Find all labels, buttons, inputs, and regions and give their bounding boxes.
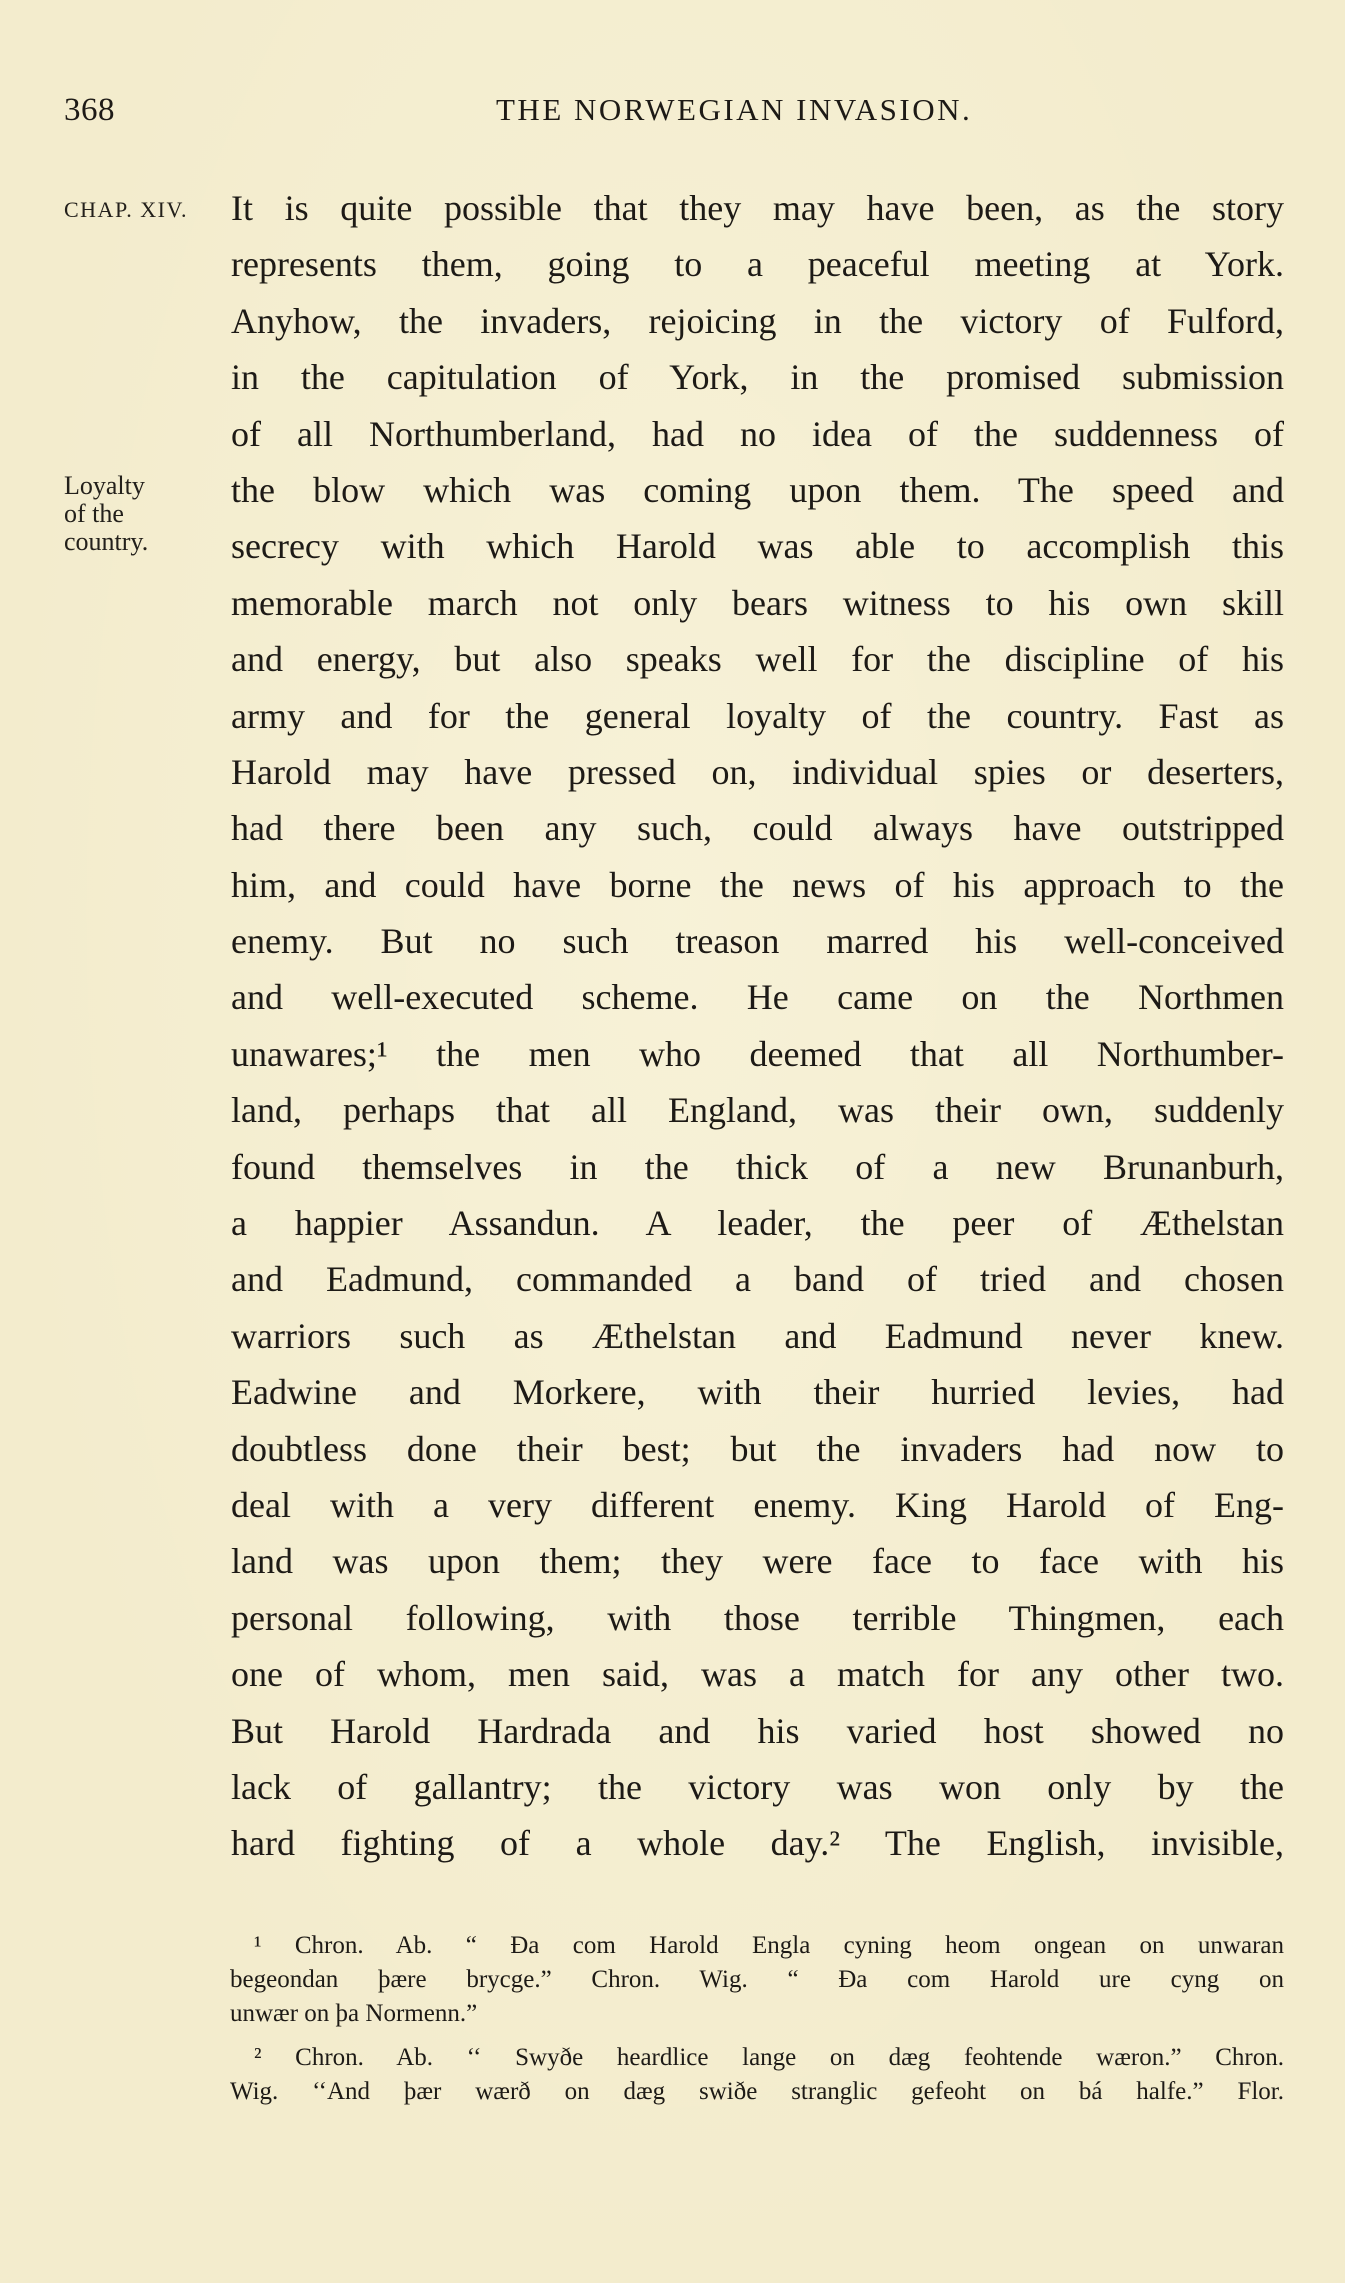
- sidenote-line: of the: [64, 499, 124, 528]
- text-line: hard fighting of a whole day.² The English, invisible,: [231, 1823, 1284, 1864]
- text-line: enemy. But no such treason marred his well-conceived: [231, 921, 1284, 962]
- footnote-line: ² Chron. Ab. ‘‘ Swyðe heardlice lange on dæg feohtende wæron.” Chron.: [254, 2044, 1284, 2071]
- text-line: and energy, but also speaks well for the discipline of his: [231, 639, 1284, 680]
- text-line: had there been any such, could always have outstripped: [231, 808, 1284, 849]
- text-line: lack of gallantry; the victory was won only by the: [231, 1766, 1284, 1807]
- text-line: land, perhaps that all England, was their own, suddenly: [231, 1090, 1284, 1131]
- text-line: deal with a very different enemy. King Harold of Eng-: [231, 1484, 1284, 1525]
- text-line: Anyhow, the invaders, rejoicing in the victory of Fulford,: [231, 300, 1284, 341]
- text-line: of all Northumberland, had no idea of the suddenness of: [231, 413, 1284, 454]
- text-line: It is quite possible that they may have been, as the story: [231, 188, 1284, 228]
- text-line: and well-executed scheme. He came on the Northmen: [231, 977, 1284, 1018]
- text-line: found themselves in the thick of a new Brunanburh,: [231, 1146, 1284, 1187]
- sidenote-line: Loyalty: [64, 471, 145, 500]
- text-line: land was upon them; they were face to face with his: [231, 1541, 1284, 1582]
- text-line: him, and could have borne the news of his approach to the: [231, 864, 1284, 905]
- text-line: a happier Assandun. A leader, the peer of Æthelstan: [231, 1203, 1284, 1244]
- text-line: But Harold Hardrada and his varied host showed no: [231, 1710, 1284, 1751]
- running-title: THE NORWEGIAN INVASION.: [496, 92, 973, 127]
- text-line: unawares;¹ the men who deemed that all Northumber-: [231, 1033, 1284, 1074]
- text-line: the blow which was coming upon them. The speed and: [231, 469, 1284, 510]
- running-head: [64, 92, 1284, 142]
- loyalty-sidenote: [64, 472, 148, 556]
- footnote-line: ¹ Chron. Ab. “ Ða com Harold Engla cyning heom ongean on unwaran: [254, 1932, 1284, 1959]
- text-line: Harold may have pressed on, individual spies or deserters,: [231, 751, 1284, 792]
- footnote-line: begeondan þære brycge.” Chron. Wig. “ Ða com Harold ure cyng on: [230, 1966, 1284, 1993]
- footnote-line: Wig. ‘‘And þær wærð on dæg swiðe stranglic gefeoht on bá halfe.” Flor.: [230, 2078, 1284, 2105]
- text-line: represents them, going to a peaceful meeting at York.: [231, 244, 1284, 285]
- text-line: secrecy with which Harold was able to accomplish this: [231, 526, 1284, 567]
- footnote-line: unwær on þa Normenn.”: [230, 2000, 478, 2027]
- footnotes: [230, 1929, 1284, 2109]
- sidenote-line: country.: [64, 527, 149, 556]
- main-text: [231, 180, 1284, 1872]
- text-line: one of whom, men said, was a match for any other two.: [231, 1654, 1284, 1695]
- text-line: doubtless done their best; but the invaders had now to: [231, 1428, 1284, 1469]
- text-line: warriors such as Æthelstan and Eadmund never knew.: [231, 1315, 1284, 1356]
- text-line: personal following, with those terrible Thingmen, each: [231, 1597, 1284, 1638]
- text-line: Eadwine and Morkere, with their hurried levies, had: [231, 1372, 1284, 1413]
- text-line: army and for the general loyalty of the country. Fast as: [231, 695, 1284, 736]
- chapter-sidenote: CHAP. XIV.: [64, 197, 189, 222]
- text-line: and Eadmund, commanded a band of tried and chosen: [231, 1259, 1284, 1300]
- text-line: in the capitulation of York, in the promised submission: [231, 357, 1284, 398]
- footnote-spacer: [254, 2031, 1284, 2041]
- text-line: memorable march not only bears witness to his own skill: [231, 582, 1284, 623]
- page-number: 368: [64, 92, 115, 128]
